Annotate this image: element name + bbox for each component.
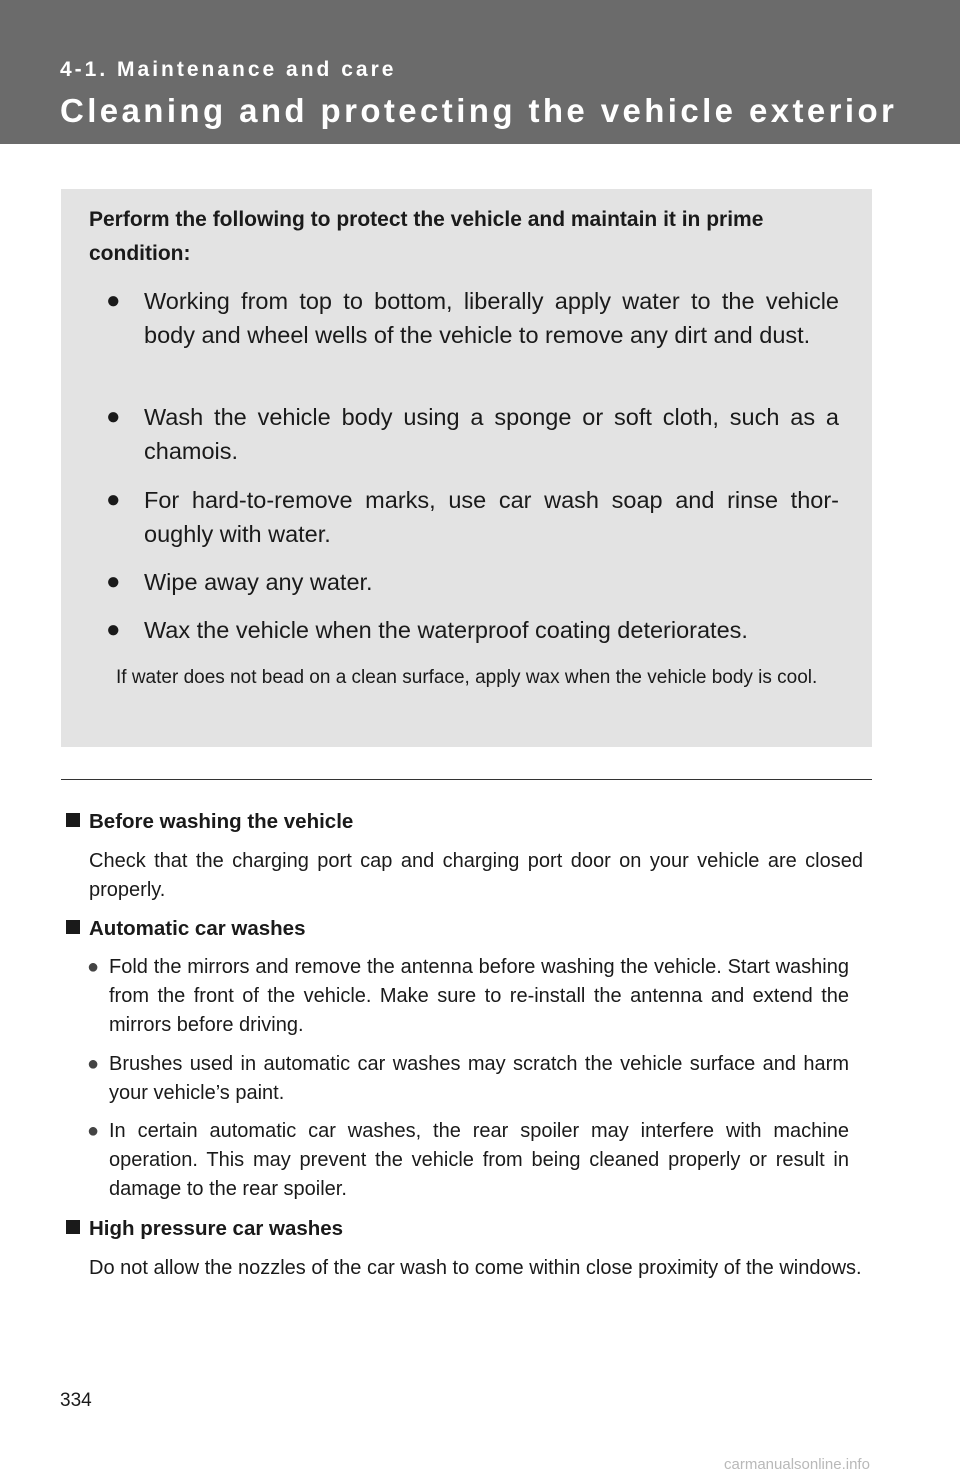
page-header-band (0, 0, 960, 144)
intro-step (106, 284, 839, 352)
item-text: Fold the mirrors and remove the antenna before washing the vehicle. Start washing from the front of the vehicle. Make sure to re-install the antenna and extend the mirrors before driving. (109, 956, 849, 1036)
intro-note: If water does not bead on a clean surface, apply wax when the vehicle body is cool. (116, 667, 818, 688)
heading-high-pressure-car-washes: High pressure car washes (66, 1215, 343, 1243)
watermark: carmanualsonline.info (724, 1456, 870, 1473)
intro-step (106, 613, 839, 647)
step-text: For hard-to-remove marks, use car wash soap and rinse thor-oughly with water. (144, 487, 839, 547)
list-item (87, 1117, 849, 1204)
square-bullet-icon (66, 1220, 80, 1234)
intro-lead: Perform the following to protect the vehicle and maintain it in prime condition: (89, 208, 764, 265)
intro-step (106, 483, 839, 551)
page-number: 334 (60, 1390, 92, 1411)
step-text: Wipe away any water. (144, 569, 373, 595)
step-text: Wash the vehicle body using a sponge or soft cloth, such as a chamois. (144, 404, 839, 464)
square-bullet-icon (66, 813, 80, 827)
bullet-icon: ● (106, 287, 121, 314)
bullet-icon: ● (106, 486, 121, 513)
bullet-icon: ● (87, 1120, 100, 1142)
page-title: Cleaning and protecting the vehicle exterior (60, 92, 898, 129)
intro-step (106, 400, 839, 468)
heading-before-washing: Before washing the vehicle (66, 808, 353, 836)
bullet-icon: ● (106, 403, 121, 430)
item-text: Brushes used in automatic car washes may scratch the vehicle surface and harm your vehicle’s paint. (109, 1053, 849, 1104)
bullet-icon: ● (87, 1053, 100, 1075)
bullet-icon: ● (106, 568, 121, 595)
step-text: Working from top to bottom, liberally apply water to the vehicle body and wheel wells of the vehicle to remove any dirt and dust. (144, 288, 839, 348)
bullet-icon: ● (87, 956, 100, 978)
heading-automatic-car-washes: Automatic car washes (66, 915, 305, 943)
list-item (87, 1050, 849, 1108)
paragraph-before-washing: Check that the charging port cap and charging port door on your vehicle are closed properly. (89, 850, 863, 901)
section-divider (61, 779, 872, 780)
paragraph-high-pressure: Do not allow the nozzles of the car wash to come within close proximity of the windows. (89, 1257, 862, 1279)
step-text: Wax the vehicle when the waterproof coating deteriorates. (144, 617, 748, 643)
list-item (87, 953, 849, 1040)
intro-step (106, 565, 839, 599)
item-text: In certain automatic car washes, the rear spoiler may interfere with machine operation. This may prevent the vehicle from being cleaned properly or result in damage to the rear spoiler. (109, 1120, 849, 1200)
bullet-icon: ● (106, 616, 121, 643)
section-label: 4-1. Maintenance and care (60, 58, 397, 81)
square-bullet-icon (66, 920, 80, 934)
intro-box (61, 189, 872, 747)
